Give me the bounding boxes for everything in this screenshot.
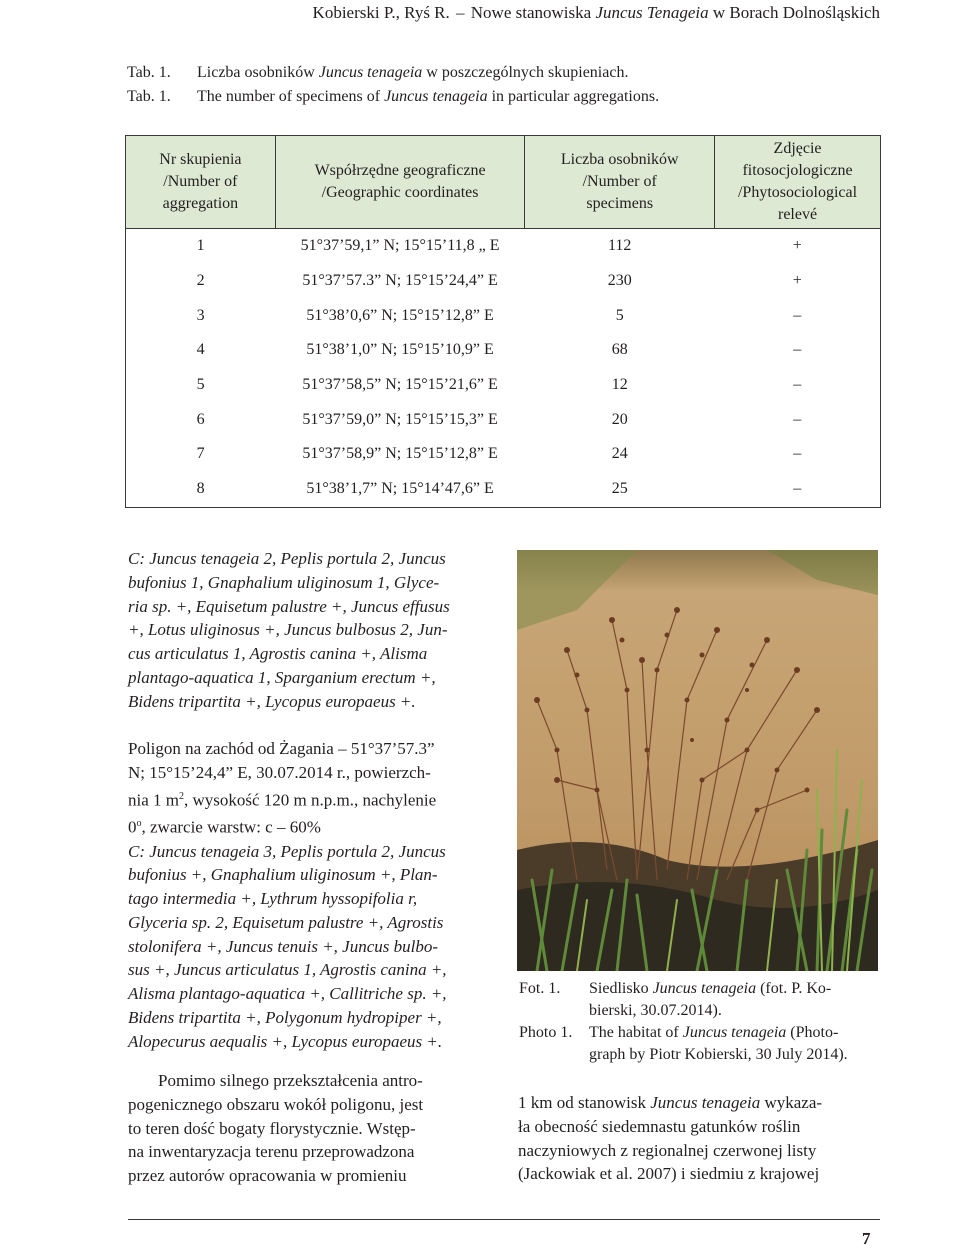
text-line: Pomimo silnego przekształcenia antro- — [158, 1071, 423, 1090]
table-header-row — [126, 136, 881, 229]
caption-pl-text1: Liczba osobników — [197, 64, 319, 81]
text-line: Alisma plantago-aquatica +, Callitriche sp. +, — [128, 984, 447, 1004]
header-title-species: Juncus Tenageia — [595, 3, 709, 22]
text-line: 0$^o$, zwarcie warstw: c – 60% — [128, 817, 321, 837]
right-body-paragraph — [518, 1091, 880, 1186]
text-line: ła obecność siedemnastu gatunków roślin — [518, 1116, 801, 1136]
table-row: 8 51°38’1,7” N; 15°14’47,6” E 25 – — [126, 472, 881, 507]
caption-pl-text2: w poszczególnych skupieniach. — [422, 64, 629, 81]
photo-caption-pl: Siedlisko Juncus tenageia (fot. P. Ko- bierski, 30.07.2014). — [589, 980, 832, 1019]
header-coordinates: Współrzędne geograficzne /Geographic coordinates — [275, 136, 525, 229]
releve-2-species — [128, 840, 490, 1054]
table-row: 2 51°37’57.3” N; 15°15’24,4” E 230 + — [126, 264, 881, 299]
photo-caption-label-pl: Fot. 1. — [519, 980, 561, 997]
header-authors: Kobierski P., Ryś R. — [312, 3, 450, 22]
text-line: C: Juncus tenageia 2, Peplis portula 2, Juncus — [128, 549, 446, 568]
caption-pl-species: Juncus tenageia — [318, 64, 423, 81]
text-line: pogenicznego obszaru wokół poligonu, jest — [128, 1094, 424, 1114]
text-line: Bidens tripartita +, Lycopus europaeus +. — [128, 691, 416, 711]
habitat-photo-image — [517, 550, 878, 971]
page-number: 7 — [862, 1229, 871, 1248]
text-line: Glyceria sp. 2, Equisetum palustre +, Agrostis — [128, 912, 444, 932]
table-caption-pl — [197, 64, 628, 82]
text-line: +, Lotus uliginosus +, Juncus bulbosus 2, Jun- — [128, 620, 448, 640]
table-caption-label-pl: Tab. 1. — [127, 64, 171, 81]
body-paragraph — [128, 1069, 490, 1188]
text-line: na inwentaryzacja terenu przeprowadzona — [128, 1142, 415, 1162]
text-line: to teren dość bogaty florystycznie. Wstęp- — [128, 1118, 416, 1138]
text-line: naczyniowych z regionalnej czerwonej listy — [518, 1140, 817, 1160]
text-line: (Jackowiak et al. 2007) i siedmiu z krajowej — [518, 1164, 820, 1184]
text-line: ria sp. +, Equisetum palustre +, Juncus effusus — [128, 596, 450, 616]
aggregations-table — [125, 135, 881, 508]
footer-rule — [128, 1219, 880, 1220]
habitat-photo — [517, 550, 878, 971]
caption-en-text2: in particular aggregations. — [487, 88, 660, 105]
caption-en-text1: The number of specimens of — [197, 88, 385, 105]
table-row: 4 51°38’1,0” N; 15°15’10,9” E 68 – — [126, 333, 881, 368]
text-line: sus +, Juncus articulatus 1, Agrostis canina +, — [128, 960, 447, 980]
text-line: 1 km od stanowisk Juncus tenageia wykaza- — [518, 1093, 823, 1112]
running-header — [0, 3, 880, 23]
text-line: Bidens tripartita +, Polygonum hydropiper +, — [128, 1008, 442, 1028]
table-row: 5 51°37’58,5” N; 15°15’21,6” E 12 – — [126, 368, 881, 403]
photo-caption-en: The habitat of Juncus tenageia (Photo- graph by Piotr Kobierski, 30 July 2014). — [589, 1024, 848, 1063]
table-caption-en — [197, 88, 659, 106]
text-line: C: Juncus tenageia 3, Peplis portula 2, Juncus — [128, 841, 446, 861]
table-row: 7 51°37’58,9” N; 15°15’12,8” E 24 – — [126, 437, 881, 472]
text-line: Alopecurus aequalis +, Lycopus europaeus +. — [128, 1031, 443, 1051]
text-line: N; 15°15’24,4” E, 30.07.2014 r., powierzch- — [128, 762, 431, 782]
header-title-part1: Nowe stanowiska — [470, 3, 596, 22]
text-line: plantago-aquatica 1, Sparganium erectum +, — [128, 667, 436, 687]
text-line: bufonius 1, Gnaphalium uliginosum 1, Glyce- — [128, 572, 440, 592]
header-releve: Zdjęcie fitosocjologiczne /Phytosociological relevé — [715, 136, 881, 229]
caption-en-species: Juncus tenageia — [384, 88, 488, 105]
table-row: 3 51°38’0,6” N; 15°15’12,8” E 5 – — [126, 298, 881, 333]
text-line: Poligon na zachód od Żagania – 51°37’57.3” — [128, 739, 435, 758]
text-line: tago intermedia +, Lythrum hyssopifolia r, — [128, 889, 418, 909]
header-aggregation-number: Nr skupienia /Number of aggregation — [126, 136, 276, 229]
header-title-part2: w Borach Dolnośląskich — [708, 3, 880, 22]
text-line: cus articulatus 1, Agrostis canina +, Alisma — [128, 644, 428, 664]
photo-caption-label-en: Photo 1. — [519, 1024, 573, 1041]
text-line: przez autorów opracowania w promieniu — [128, 1166, 407, 1186]
header-separator: – — [456, 3, 465, 22]
releve-1-species — [128, 547, 490, 714]
site-description — [128, 737, 490, 1054]
header-specimens: Liczba osobników /Number of specimens — [525, 136, 715, 229]
text-line: nia 1 $m^2$, wysokość 120 m n.p.m., nachylenie — [128, 790, 437, 810]
table-row: 1 51°37’59,1” N; 15°15’11,8 „ E 112 + — [126, 229, 881, 264]
table-row: 6 51°37’59,0” N; 15°15’15,3” E 20 – — [126, 402, 881, 437]
text-line: bufonius +, Gnaphalium uliginosum +, Plan- — [128, 865, 438, 885]
table-caption-label-en: Tab. 1. — [127, 88, 171, 105]
text-line: stolonifera +, Juncus tenuis +, Juncus bulbo- — [128, 936, 439, 956]
